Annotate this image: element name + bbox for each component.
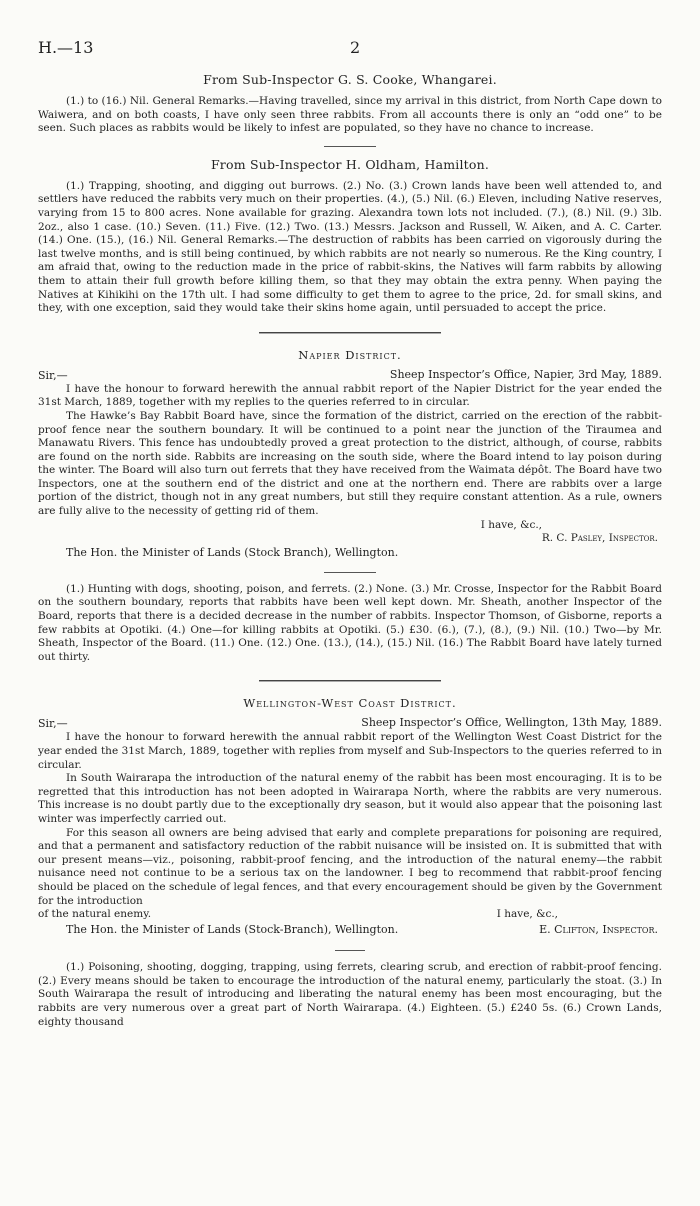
wellington-district-heading: Wellington-West Coast District. [243,696,457,711]
wellington-salutation-row [38,716,662,731]
wellington-addressee: The Hon. the Minister of Lands (Stock-Branch), Wellington. [66,923,399,937]
napier-addressee: The Hon. the Minister of Lands (Stock Branch), Wellington. [66,545,399,559]
wellington-signer: E. Clifton, Inspector. [539,923,658,937]
district-divider [259,680,441,682]
running-header [38,38,662,66]
wellington-closing: I have, &c., [496,908,558,921]
oldham-paragraph: (1.) Trapping, shooting, and digging out burrows. (2.) No. (3.) Crown lands have been well attended to, and settlers have reduced the rabbits very much on their properties. (4.), (5.) Nil. (6.) Eleven, including Native reserves, varying from 15 to 800 acres. None available for grazing. Alexandra town lots not included. (7.), (8.) Nil. (9.) 3lb. 2oz., also 1 case. (10.) Seven. (11.) Five. (12.) Two. (13.) Messrs. Jackson and Russell, W. Aiken, and A. C. Carter. (14.) One. (15.), (16.) Nil. General Remarks.—The destruction of rabbits has been carried on vigorously during the last twelve months, and is still being continued, by which rabbits are not nearly so numerous. Re the King country, I am afraid that, owing to the reduction made in the price of rabbit-skins, the Natives will farm rabbits by allowing them to attain their full growth before killing them, so that they may obtain the extra penny. When paying the Natives at Kihikihi on the 17th ult. I had some difficulty to get them to agree to the price, 2d. for small skins, and they, with one exception, said they would take their skins home again, until persuaded to accept the price. [38,179,662,315]
oldham-report [38,157,662,316]
napier-report [38,348,662,560]
napier-district-heading: Napier District. [298,347,402,362]
napier-paragraph-2: The Hawke’s Bay Rabbit Board have, since the formation of the district, carried on the erection of the rabbit-proof fence near the southern boundary. It will be continued to a point near the junction of the Tiraumea and Manawatu Rivers. This fence has undoubtedly proved a great protection to the district, although, of course, rabbits are found on the north side. Rabbits are increasing on the south side, where the Board intend to lay poison during the winter. The Board will also turn out ferrets that they have received from the Waimata dépôt. The Board have two Inspectors, one at the southern end of the district and one at the northern end. There are rabbits over a large portion of the district, though not in any great numbers, but still they require constant attention. As a rule, owners are fully alive to the necessity of getting rid of them. [38,409,662,518]
wellington-answers: (1.) Poisoning, shooting, dogging, trapping, using ferrets, clearing scrub, and erection of rabbit-proof fencing. (2.) Every means should be taken to encourage the introduction of the natural enemy, particularly the stoat. (3.) In South Wairarapa the result of introducing and liberating the natural enemy has been most encouraging, but the rabbits are very numerous over a great part of North Wairarapa. (4.) Eighteen. (5.) £240 5s. (6.) Crown Lands, eighty thousand [38,961,662,1028]
cooke-heading: From Sub-Inspector G. S. Cooke, Whangarei. [203,72,497,87]
cooke-report [38,72,662,136]
napier-salutation: Sir,— [38,368,68,382]
napier-answers: (1.) Hunting with dogs, shooting, poison, and ferrets. (2.) None. (3.) Mr. Crosse, Inspector for the Rabbit Board on the southern boundary, reports that rabbits have been well kept down. Mr. Sheath, another Inspector of the Board, reports that there is a decided decrease in the number of rabbits. Inspector Thomson, of Gisborne, reports a few rabbits at Opotiki. (4.) One—for killing rabbits at Opotiki. (5.) £30. (6.), (7.), (8.), (9.) Nil. (10.) Two—by Mr. Sheath, Inspector of the Board. (11.) One. (12.) One. (13.), (14.), (15.) Nil. (16.) The Rabbit Board have lately turned out thirty. [38,582,662,663]
section-divider [324,572,376,573]
wellington-paragraph-3-end: of the natural enemy. [38,908,152,921]
section-divider [324,146,376,147]
napier-signer: R. C. Pasley, Inspector. [541,532,658,545]
wellington-paragraph-1: I have the honour to forward herewith the annual rabbit report of the Wellington West Coast District for the year ended the 31st March, 1889, together with replies from myself and Sub-Inspectors to the queries referred to in circular. [38,731,662,771]
wellington-dateline: Sheep Inspector’s Office, Wellington, 13th May, 1889. [361,716,662,730]
wellington-paragraph-2: In South Wairarapa the introduction of the natural enemy of the rabbit has been most encouraging. It is to be regretted that this introduction has not been adopted in Wairarapa North, where the rabbits are very numerous. This increase is no doubt partly due to the exceptionally dry season, but it would also appear that the poisoning last winter was imperfectly carried out. [38,772,662,825]
page-number: 2 [350,38,361,57]
napier-closing: I have, &c., [480,518,542,531]
section-divider [335,950,365,951]
report-reference: H.—13 [38,38,94,57]
cooke-paragraph: (1.) to (16.) Nil. General Remarks.—Having travelled, since my arrival in this district, from North Cape down to Waiwera, and on both coasts, I have only seen three rabbits. From all accounts there is only an “odd one” to be seen. Such places as rabbits would be likely to infest are populated, so they have no chance to increase. [38,95,662,135]
wellington-report [38,696,662,938]
napier-dateline: Sheep Inspector’s Office, Napier, 3rd May, 1889. [389,367,662,381]
napier-salutation-row [38,368,662,383]
wellington-paragraph-3: For this season all owners are being advised that early and complete preparations for poisoning are required, and that a permanent and satisfactory reduction of the rabbit nuisance will be insisted on. It is submitted that with our present means—viz., poisoning, rabbit-proof fencing, and the introduction of the natural enemy—the rabbit nuisance need not continue to be a serious tax on the landowner. I beg to recommend that rabbit-proof fencing should be placed on the schedule of legal fences, and that every encouragement should be given by the Government for the introduction [38,826,662,907]
wellington-closing-row [38,908,662,922]
oldham-heading: From Sub-Inspector H. Oldham, Hamilton. [210,156,490,172]
napier-paragraph-1: I have the honour to forward herewith the annual rabbit report of the Napier District for the year ended the 31st March, 1889, together with my replies to the queries referred to in circular. [38,382,662,409]
district-divider [259,332,441,334]
wellington-salutation: Sir,— [38,717,68,731]
wellington-addressee-row [38,922,662,938]
